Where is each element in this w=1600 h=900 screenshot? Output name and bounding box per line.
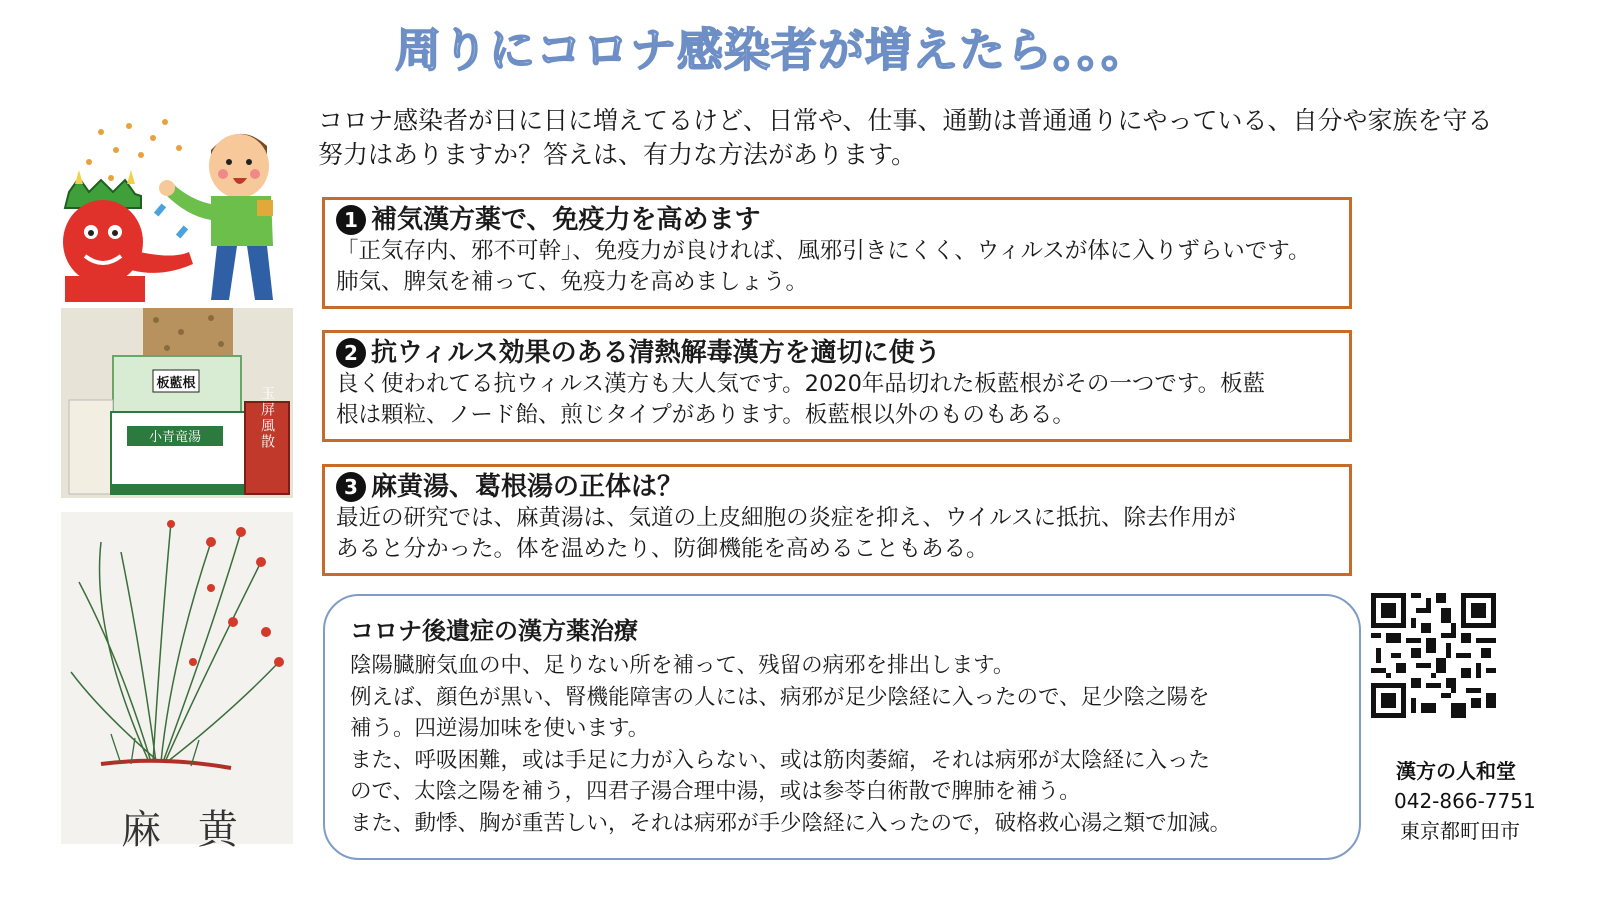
section-text-1b: 肺気、脾気を補って、免疫力を高めましょう。 [336, 269, 809, 295]
long-covid-line-2: 例えば、顔色が黒い、腎機能障害の人には、病邪が足少陰経に入ったので、足少陰之陽を [350, 684, 1210, 710]
shop-phone[interactable]: 042-866-7751 [1394, 789, 1536, 813]
page-title: 周りにコロナ感染者が増えたら。。。 [395, 23, 1148, 77]
section-text-2b: 根は顆粒、ノード飴、煎じタイプがあります。板藍根以外のものもある。 [336, 402, 1075, 428]
section-box-3 [322, 464, 1352, 576]
section-text-3b: あると分かった。体を温めたり、防御機能を高めることもある。 [336, 536, 989, 562]
shop-city: 東京都町田市 [1400, 819, 1520, 843]
section-title-3: 麻黄湯、葛根湯の正体は？ [371, 472, 684, 502]
shop-name: 漢方の人和堂 [1396, 759, 1516, 783]
long-covid-line-1: 陰陽臓腑気血の中、足りない所を補って、残留の病邪を排出します。 [350, 653, 1015, 678]
product-label-gyokuheifusan: 玉屏風散 [259, 386, 275, 450]
section-heading-1 [336, 204, 1339, 236]
section-box-1 [322, 197, 1352, 309]
long-covid-line-5: ので、太陰之陽を補う，四君子湯合理中湯，或は参苓白術散で脾肺を補う。 [350, 779, 1081, 804]
product-label-shoseiryuto: 小青竜湯 [148, 430, 202, 445]
ephedra-label: 麻 黄 [121, 807, 250, 853]
long-covid-line-4: また、呼吸困難，或は手足に力が入らない、或は筋肉萎縮，それは病邪が太陰経に入った [350, 747, 1211, 773]
section-text-1a: 「正気存内、邪不可幹」、免疫力が良ければ、風邪引きにくく、ウィルスが体に入りずらいです。 [336, 238, 1311, 264]
section-heading-2 [336, 337, 1339, 369]
intro-text: コロナ感染者が日に日に増えてるけど、日常や、仕事、通勤は普通通りにやっている、自分や家族を守る努力はありますか？答えは、有力な方法があります。 [318, 106, 1493, 169]
section-title-2: 抗ウィルス効果のある清熱解毒漢方を適切に使う [371, 338, 941, 368]
number-badge-3: 3 [336, 472, 366, 502]
section-text-2a: 良く使われてる抗ウィルス漢方も大人気です。2020年品切れた板藍根がその一つです。板藍 [336, 371, 1266, 397]
section-text-3a: 最近の研究では、麻黄湯は、気道の上皮細胞の炎症を抑え、ウイルスに抵抗、除去作用が [336, 505, 1237, 531]
long-covid-line-3: 補う。四逆湯加味を使います。 [350, 716, 650, 741]
long-covid-line-6: また、動悸、胸が重苦しい，それは病邪が手少陰経に入ったので，破格救心湯之類で加減。 [350, 810, 1232, 836]
section-heading-3 [336, 471, 1339, 503]
herbal-products-photo [61, 308, 293, 498]
section-title-1: 補気漢方薬で、免疫力を高めます [371, 205, 761, 235]
product-label-banlangen: 板藍根 [156, 376, 196, 391]
long-covid-heading: コロナ後遺症の漢方薬治療 [350, 617, 638, 645]
qr-code-icon[interactable] [1371, 593, 1496, 718]
long-covid-box [323, 594, 1361, 860]
section-box-2 [322, 330, 1352, 442]
number-badge-1: 1 [336, 205, 366, 235]
ephedra-drawing [61, 512, 293, 853]
number-badge-2: 2 [336, 338, 366, 368]
setsubun-illustration [61, 100, 273, 302]
ephedra-plant-icon [61, 512, 293, 844]
shop-info [1390, 756, 1550, 846]
